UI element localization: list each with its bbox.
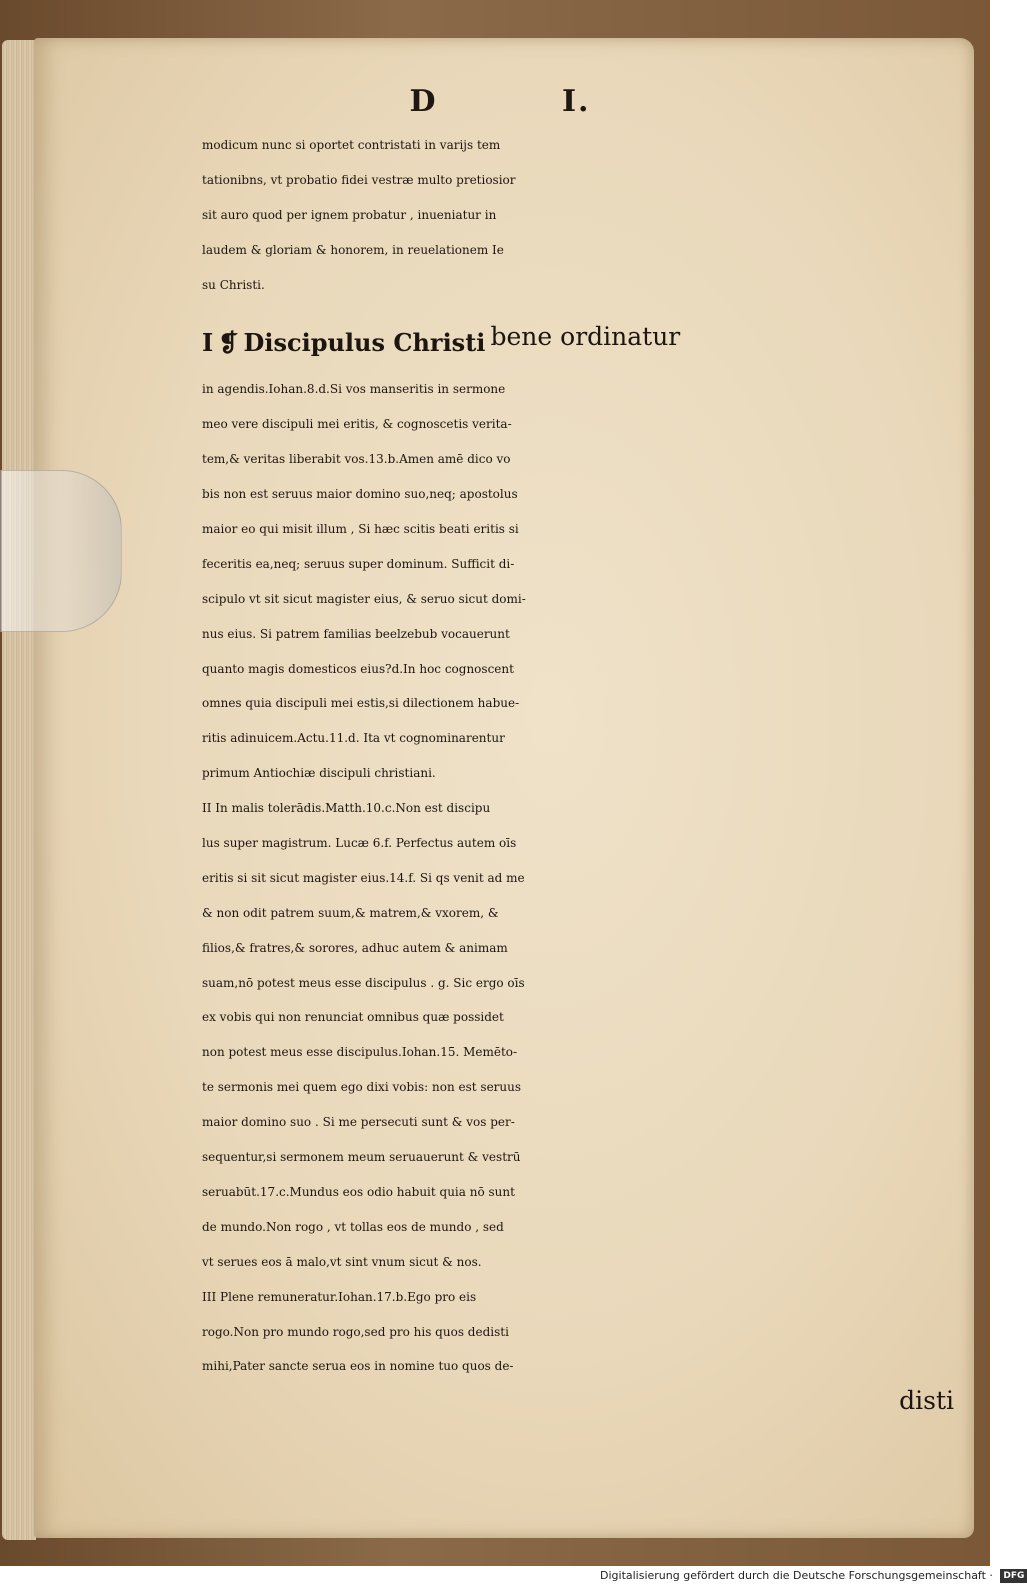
text-line: nus eius. Si patrem familias beelzebub vocauerunt xyxy=(202,626,510,641)
text-line: ex vobis qui non renunciat omnibus quæ possidet xyxy=(202,1010,504,1025)
text-line: quanto magis domesticos eius?d.In hoc cognoscent xyxy=(202,661,514,676)
text-line: maior domino suo . Si me persecuti sunt & vos per- xyxy=(202,1115,515,1130)
text-line: omnes quia discipuli mei estis,si dilectionem habue- xyxy=(202,696,520,711)
text-line: mihi,Pater sancte serua eos in nomine tuo quos de- xyxy=(202,1359,514,1374)
text-line: primum Antiochiæ discipuli christiani. xyxy=(202,766,436,781)
text-line: maior eo qui misit illum , Si hæc scitis beati eritis si xyxy=(202,522,519,537)
text-line: tationibns, vt probatio fidei vestræ multo pretiosior xyxy=(202,172,516,187)
text-line: in agendis.Iohan.8.d.Si vos manseritis in sermone xyxy=(202,382,506,397)
text-line: sit auro quod per ignem probatur , inueniatur in xyxy=(202,207,497,222)
catchword: disti xyxy=(899,1386,954,1416)
text-line: feceritis ea,neq; seruus super dominum. Sufficit di- xyxy=(202,556,515,571)
signature-number: I. xyxy=(561,84,591,119)
heading-blackletter: Discipulus Christi xyxy=(243,328,486,358)
page-edges xyxy=(2,40,36,1540)
text-line: & non odit patrem suum,& matrem,& vxorem, & xyxy=(202,905,499,920)
text-line: rogo.Non pro mundo rogo,sed pro his quos dedisti xyxy=(202,1324,509,1339)
text-line: lus super magistrum. Lucæ 6.f. Perfectus autem oīs xyxy=(202,836,517,851)
heading-numeral: I xyxy=(202,328,214,358)
body-text xyxy=(202,128,972,1419)
text-line: bis non est seruus maior domino suo,neq; apostolus xyxy=(202,487,518,502)
text-line: laudem & gloriam & honorem, in reuelationem Ie xyxy=(202,242,504,257)
text-line: de mundo.Non rogo , vt tollas eos de mundo , sed xyxy=(202,1219,504,1234)
text-line: te sermonis mei quem ego dixi vobis: non est seruus xyxy=(202,1080,522,1095)
text-line: scipulo vt sit sicut magister eius, & seruo sicut domi- xyxy=(202,591,526,606)
text-line: sequentur,si sermonem meum seruauerunt & vestrū xyxy=(202,1150,521,1165)
text-line: su Christi. xyxy=(202,277,265,292)
page-header xyxy=(0,84,1000,119)
text-line: suam,nō potest meus esse discipulus . g. Sic ergo oīs xyxy=(202,975,525,990)
section-heading xyxy=(202,302,972,372)
text-line: tem,& veritas liberabit vos.13.b.Amen amē dico vo xyxy=(202,452,511,467)
paragraph-mark-icon: ❡ xyxy=(218,328,239,358)
heading-rest: bene ordinatur xyxy=(490,322,681,352)
glass-clip xyxy=(0,470,122,632)
text-line: III Plene remuneratur.Iohan.17.b.Ego pro eis xyxy=(202,1289,477,1304)
dfg-logo: DFG xyxy=(1000,1569,1027,1583)
text-line: non potest meus esse discipulus.Iohan.15. Memēto- xyxy=(202,1045,518,1060)
text-line: eritis si sit sicut magister eius.14.f. Si qs venit ad me xyxy=(202,870,525,885)
digitization-credit xyxy=(600,1566,1025,1586)
text-line: filios,& fratres,& sorores, adhuc autem & animam xyxy=(202,940,508,955)
text-line: seruabūt.17.c.Mundus eos odio habuit quia nō sunt xyxy=(202,1184,515,1199)
text-line: ritis adinuicem.Actu.11.d. Ita vt cognominarentur xyxy=(202,731,505,746)
text-line: modicum nunc si oportet contristati in varijs tem xyxy=(202,138,501,152)
text-line: meo vere discipuli mei eritis, & cognoscetis verita- xyxy=(202,417,512,432)
credit-text: Digitalisierung gefördert durch die Deutsche Forschungsgemeinschaft · xyxy=(600,1569,993,1582)
signature-letter: D xyxy=(409,84,438,119)
text-line: II In malis tolerādis.Matth.10.c.Non est discipu xyxy=(202,801,491,816)
text-line: vt serues eos ā malo,vt sint vnum sicut & nos. xyxy=(202,1254,482,1269)
